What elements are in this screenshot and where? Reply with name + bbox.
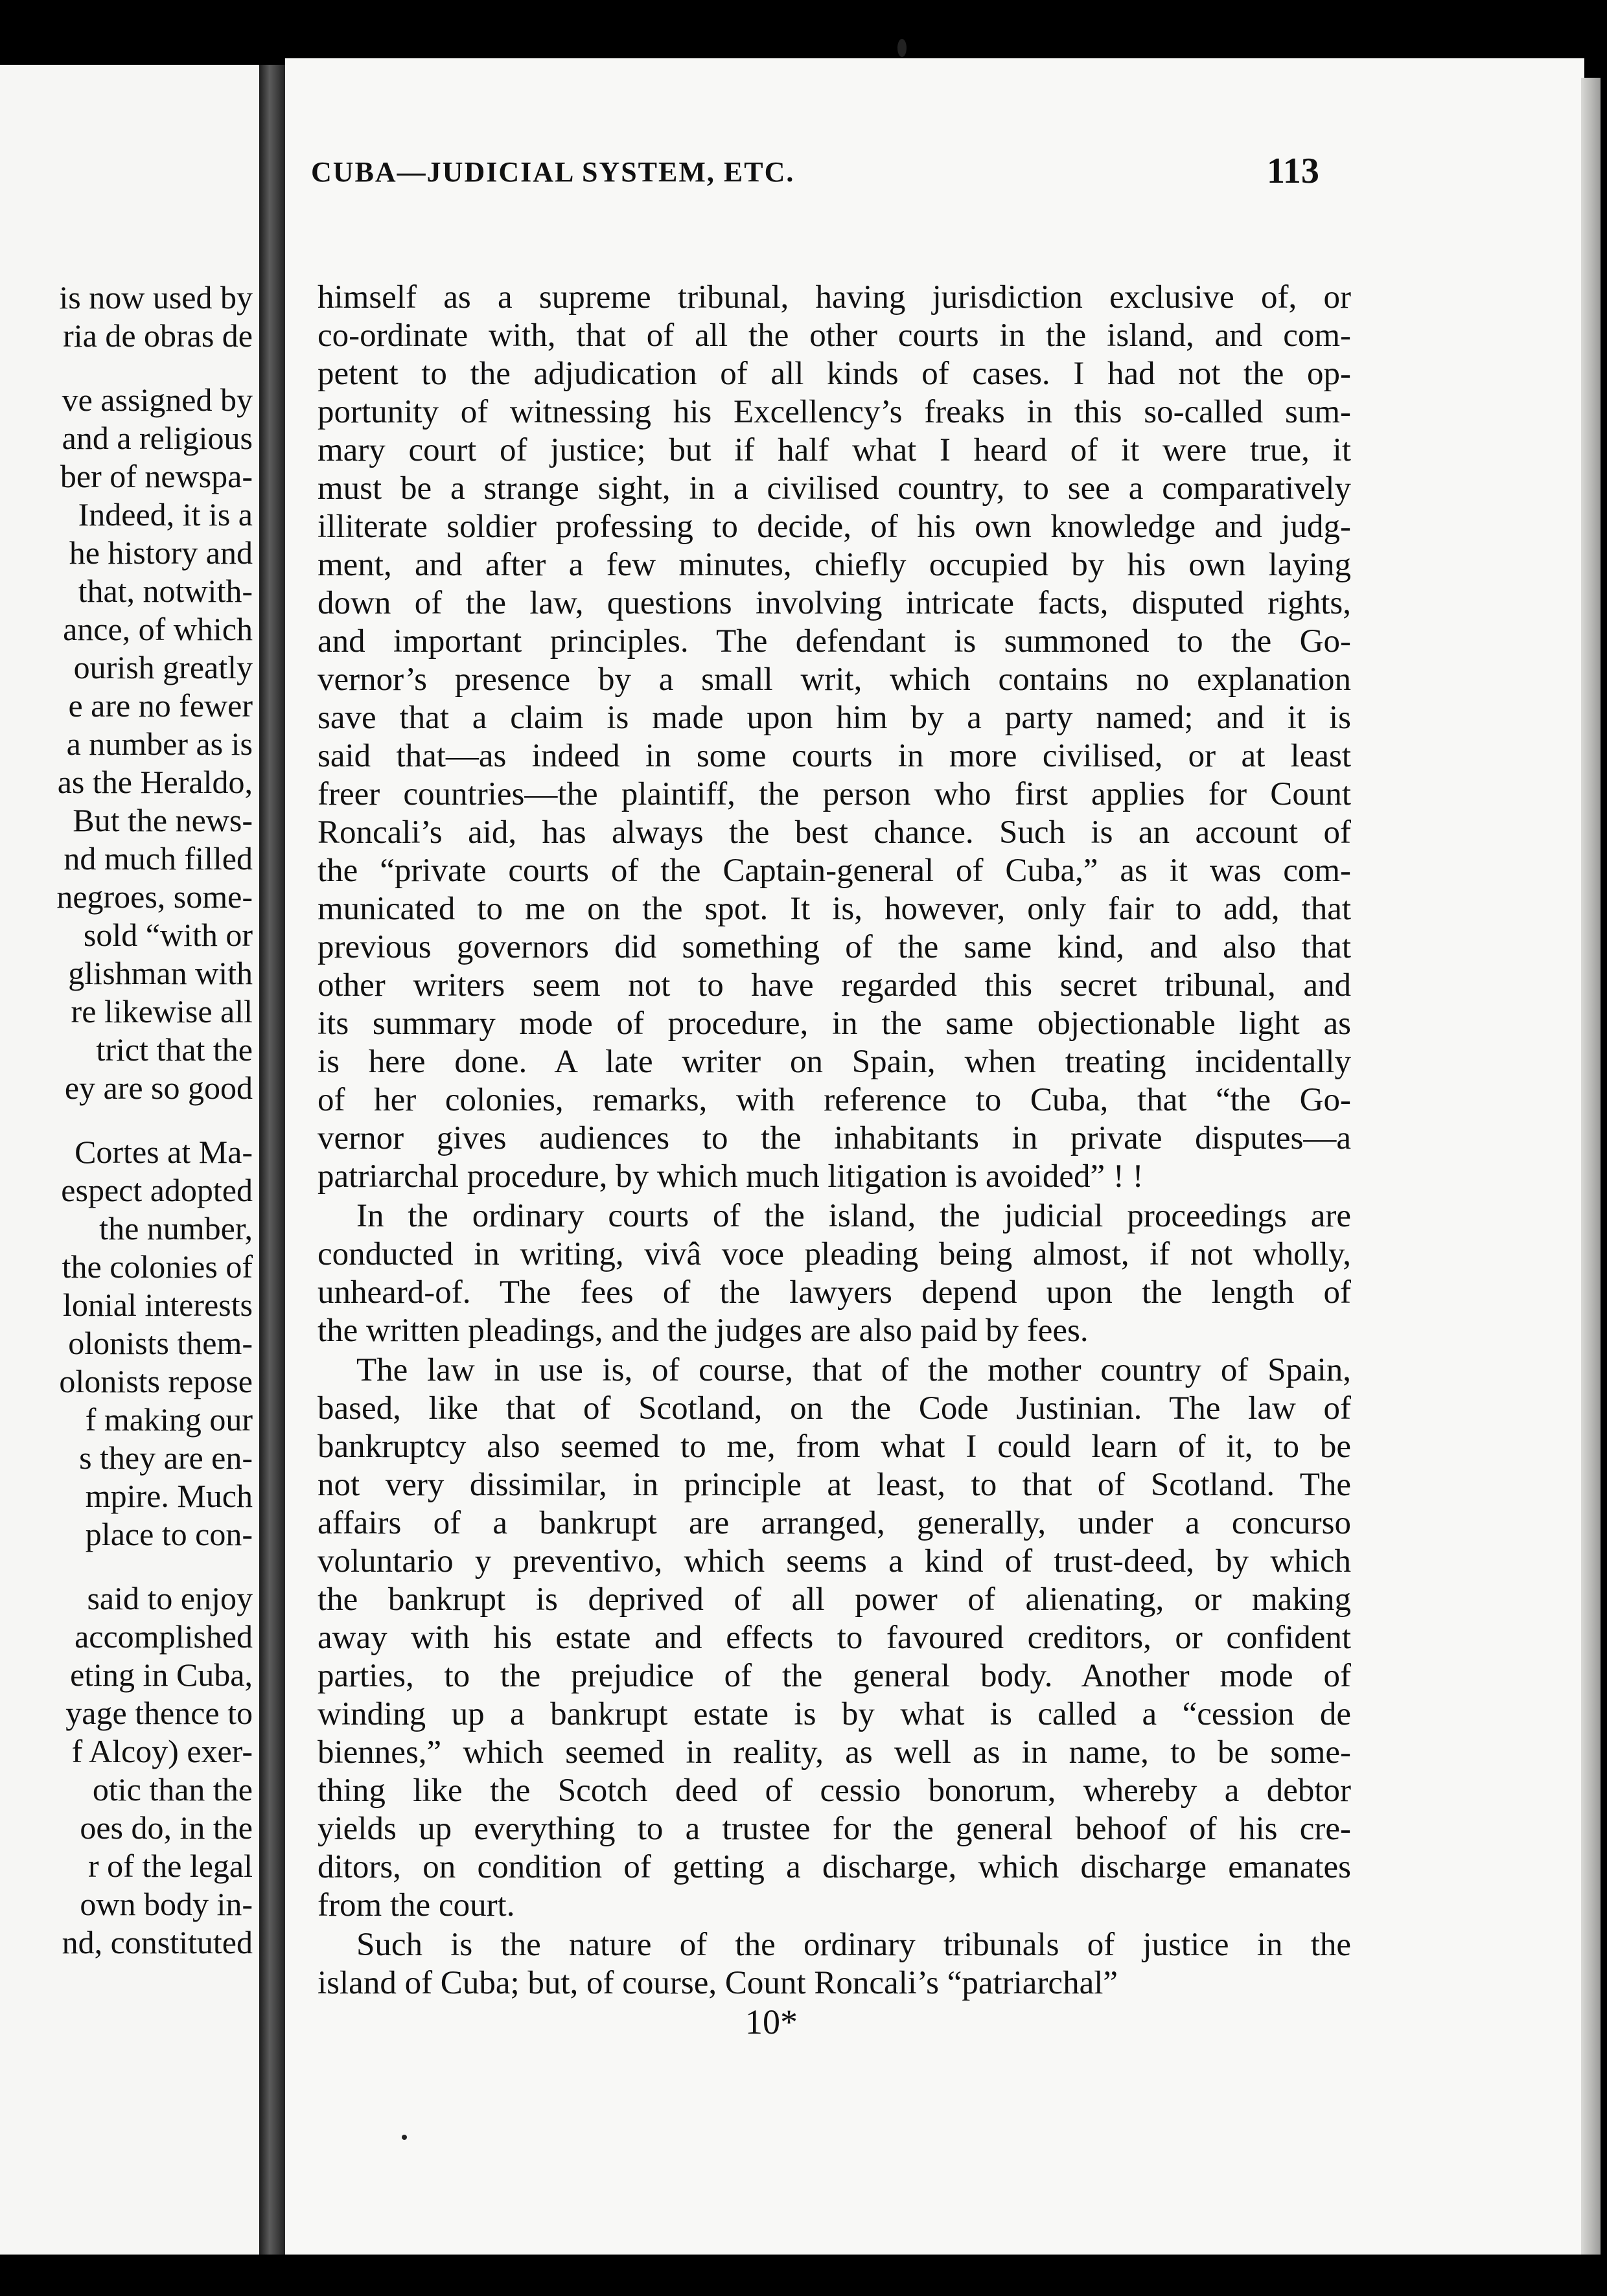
text-line: affairs of a bankrupt are arranged, generally, under a concurso [318, 1505, 1351, 1541]
previous-page-line: Indeed, it is a [78, 496, 253, 533]
previous-page-line: trict that the [96, 1031, 253, 1068]
text-line: other writers seem not to have regarded this secret tribunal, and [318, 967, 1351, 1004]
text-line: illiterate soldier professing to decide, of his own knowledge and judg- [318, 509, 1351, 545]
previous-page-line: re likewise all [71, 993, 253, 1029]
previous-page-line: ria de obras de [63, 317, 253, 354]
text-line: its summary mode of procedure, in the same objectionable light as [318, 1005, 1351, 1042]
text-line: from the court. [318, 1887, 515, 1923]
text-line: parties, to the prejudice of the general body. Another mode of [318, 1658, 1351, 1694]
previous-page-line: accomplished [75, 1618, 253, 1655]
previous-page-line: sold “with or [83, 917, 253, 953]
book-gutter [259, 65, 285, 2255]
previous-page-line: ve assigned by [62, 382, 253, 418]
previous-page-line: oes do, in the [80, 1809, 253, 1846]
previous-page-line: as the Heraldo, [57, 764, 253, 800]
text-line: vernor’s presence by a small writ, which contains no explanation [318, 661, 1351, 698]
text-line: vernor gives audiences to the inhabitants in private disputes—a [318, 1120, 1351, 1156]
previous-page-line: the colonies of [62, 1248, 253, 1285]
text-line: of her colonies, remarks, with reference to Cuba, that “the Go- [318, 1082, 1351, 1118]
text-line: himself as a supreme tribunal, having jurisdiction exclusive of, or [318, 279, 1351, 316]
previous-page-line: Cortes at Ma- [75, 1134, 253, 1170]
text-line: petent to the adjudication of all kinds of cases. I had not the op- [318, 356, 1351, 392]
previous-page-line: a number as is [66, 726, 253, 762]
previous-page-line: s they are en- [79, 1440, 253, 1476]
previous-page-line: ber of newspa- [60, 458, 253, 494]
previous-page-line: nd much filled [64, 840, 253, 877]
previous-page-line: glishman with [68, 955, 253, 991]
text-line: the written pleadings, and the judges are also paid by fees. [318, 1313, 1089, 1349]
previous-page-fragment [0, 65, 259, 2255]
previous-page-line: e are no fewer [68, 687, 253, 724]
text-line: The law in use is, of course, that of the mother country of Spain, [356, 1352, 1351, 1388]
text-line: Roncali’s aid, has always the best chance. Such is an account of [318, 814, 1351, 851]
text-line: and important principles. The defendant is summoned to the Go- [318, 623, 1351, 660]
previous-page-line: lonial interests [63, 1287, 253, 1323]
text-line: the “private courts of the Captain-general of Cuba,” as it was com- [318, 853, 1351, 889]
text-line: co-ordinate with, that of all the other courts in the island, and com- [318, 317, 1351, 354]
previous-page-line: olonists repose [59, 1363, 253, 1399]
previous-page-line: eting in Cuba, [70, 1657, 253, 1693]
text-line: ment, and after a few minutes, chiefly occupied by his own laying [318, 547, 1351, 583]
previous-page-line: that, notwith- [78, 573, 253, 609]
text-line: bankruptcy also seemed to me, from what I could learn of it, to be [318, 1429, 1351, 1465]
previous-page-line: he history and [69, 534, 253, 571]
previous-page-text [0, 279, 253, 1962]
previous-page-line [0, 1107, 253, 1133]
text-line: down of the law, questions involving intricate facts, disputed rights, [318, 585, 1351, 621]
text-line: not very dissimilar, in principle at least, to that of Scotland. The [318, 1467, 1351, 1503]
text-line: yields up everything to a trustee for the general behoof of his cre- [318, 1811, 1351, 1847]
previous-page-line: r of the legal [87, 1848, 253, 1884]
text-line: is here done. A late writer on Spain, when treating incidentally [318, 1044, 1351, 1080]
text-line: portunity of witnessing his Excellency’s freaks in this so-called sum- [318, 394, 1351, 430]
previous-page-line: and a religious [62, 420, 253, 456]
previous-page-line: ey are so good [64, 1070, 253, 1106]
previous-page-line: mpire. Much [85, 1478, 253, 1514]
previous-page-line: said to enjoy [87, 1580, 253, 1616]
text-line: the bankrupt is deprived of all power of alienating, or making [318, 1581, 1351, 1618]
previous-page-line: ance, of which [63, 611, 253, 647]
text-line: thing like the Scotch deed of cessio bonorum, whereby a debtor [318, 1773, 1351, 1809]
previous-page-line: negroes, some- [56, 878, 253, 915]
text-line: save that a claim is made upon him by a party named; and it is [318, 700, 1351, 736]
previous-page-line: nd, constituted [62, 1924, 253, 1960]
text-line: based, like that of Scotland, on the Code Justinian. The law of [318, 1390, 1351, 1427]
signature-mark: 10* [745, 2003, 798, 2041]
text-line: conducted in writing, vivâ voce pleading being almost, if not wholly, [318, 1236, 1351, 1272]
text-line: said that—as indeed in some courts in more civilised, or at least [318, 738, 1351, 774]
previous-page-line: f Alcoy) exer- [71, 1733, 253, 1769]
previous-page-line [0, 1554, 253, 1579]
body-text [318, 279, 1351, 2003]
previous-page-line: otic than the [92, 1771, 253, 1808]
page-number: 113 [1267, 151, 1319, 191]
text-line: mary court of justice; but if half what I heard of it were true, it [318, 432, 1351, 468]
text-line: In the ordinary courts of the island, the judicial proceedings are [356, 1198, 1351, 1234]
text-line: municated to me on the spot. It is, however, only fair to add, that [318, 891, 1351, 927]
running-head: CUBA—JUDICIAL SYSTEM, ETC. [311, 156, 795, 188]
previous-page-line: place to con- [85, 1516, 253, 1552]
text-line: biennes,” which seemed in reality, as well as in name, to be some- [318, 1734, 1351, 1771]
text-line: winding up a bankrupt estate is by what is called a “cession de [318, 1696, 1351, 1732]
previous-page-line: espect adopted [61, 1172, 253, 1208]
page-edge [1581, 78, 1601, 2255]
scan-speck [402, 2135, 407, 2140]
previous-page-line: ourish greatly [73, 649, 253, 685]
previous-page-line: But the news- [73, 802, 253, 838]
previous-page-line: is now used by [59, 279, 253, 316]
text-line: voluntario y preventivo, which seems a kind of trust-deed, by which [318, 1543, 1351, 1579]
text-line: must be a strange sight, in a civilised country, to see a comparatively [318, 470, 1351, 507]
previous-page-line: olonists them- [68, 1325, 253, 1361]
text-line: ditors, on condition of getting a discharge, which discharge emanates [318, 1849, 1351, 1885]
previous-page-line [0, 355, 253, 381]
text-line: freer countries—the plaintiff, the person who first applies for Count [318, 776, 1351, 812]
text-line: Such is the nature of the ordinary tribunals of justice in the [356, 1927, 1351, 1963]
previous-page-line: the number, [99, 1210, 253, 1246]
text-line: unheard-of. The fees of the lawyers depend upon the length of [318, 1274, 1351, 1311]
previous-page-line: own body in- [80, 1886, 253, 1922]
previous-page-line: yage thence to [65, 1695, 253, 1731]
previous-page-line: f making our [85, 1401, 253, 1438]
text-line: previous governors did something of the same kind, and also that [318, 929, 1351, 965]
text-line: away with his estate and effects to favoured creditors, or confident [318, 1620, 1351, 1656]
scan-speck [897, 39, 907, 57]
text-line: island of Cuba; but, of course, Count Roncali’s “patriarchal” [318, 1965, 1118, 2001]
text-line: patriarchal procedure, by which much litigation is avoided” ! ! [318, 1158, 1144, 1195]
